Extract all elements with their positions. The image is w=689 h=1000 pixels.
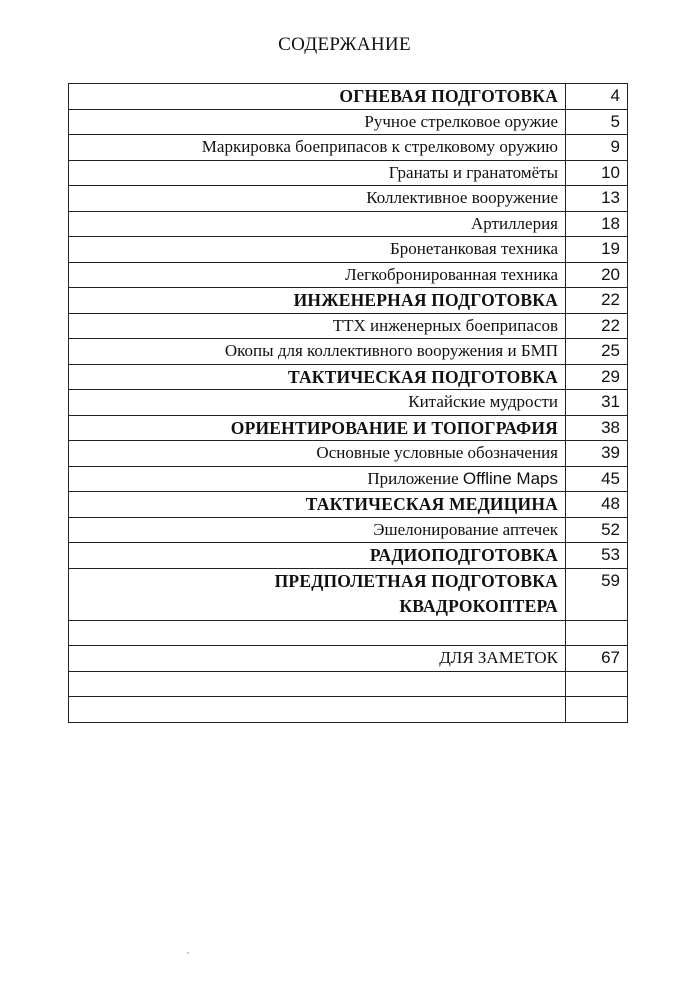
- toc-entry-title: Артиллерия: [69, 211, 566, 237]
- toc-page-number: 20: [566, 262, 628, 288]
- toc-entry-title: Эшелонирование аптечек: [69, 517, 566, 543]
- toc-row: [69, 109, 628, 135]
- toc-entry-title: Бронетанковая техника: [69, 237, 566, 263]
- toc-entry-title: Китайские мудрости: [69, 390, 566, 416]
- toc-row: [69, 262, 628, 288]
- toc-row: [69, 313, 628, 339]
- toc-row: [69, 568, 628, 620]
- toc-entry-title: [69, 697, 566, 723]
- toc-row: [69, 364, 628, 390]
- toc-entry-title: Окопы для коллективного вооружения и БМП: [69, 339, 566, 365]
- toc-row-empty: [69, 620, 628, 646]
- toc-entry-title: [69, 466, 566, 492]
- toc-section-title: ИНЖЕНЕРНАЯ ПОДГОТОВКА: [69, 288, 566, 314]
- toc-entry-title: Основные условные обозначения: [69, 441, 566, 467]
- toc-row: [69, 390, 628, 416]
- toc-section-title-line1: ПРЕДПОЛЕТНАЯ ПОДГОТОВКА: [274, 570, 558, 591]
- toc-section-title: РАДИОПОДГОТОВКА: [69, 543, 566, 569]
- toc-row-empty: [69, 697, 628, 723]
- toc-section-title: [69, 568, 566, 620]
- toc-row: [69, 543, 628, 569]
- toc-row: [69, 135, 628, 161]
- toc-row: [69, 646, 628, 672]
- toc-entry-title-prefix: Приложение: [367, 468, 463, 488]
- toc-page-number: 59: [566, 568, 628, 620]
- toc-page-number: 45: [566, 466, 628, 492]
- toc-section-title: ТАКТИЧЕСКАЯ ПОДГОТОВКА: [69, 364, 566, 390]
- toc-row: [69, 492, 628, 518]
- toc-page-number: 22: [566, 288, 628, 314]
- toc-page-number: 31: [566, 390, 628, 416]
- toc-row: [69, 466, 628, 492]
- toc-page-number: 22: [566, 313, 628, 339]
- page-title: СОДЕРЖАНИЕ: [278, 34, 411, 55]
- toc-row: [69, 517, 628, 543]
- toc-entry-title: Коллективное вооружение: [69, 186, 566, 212]
- toc-entry-title: Гранаты и гранатомёты: [69, 160, 566, 186]
- toc-section-title: ОРИЕНТИРОВАНИЕ И ТОПОГРАФИЯ: [69, 415, 566, 441]
- toc-entry-title: ДЛЯ ЗАМЕТОК: [69, 646, 566, 672]
- toc-page-number: 10: [566, 160, 628, 186]
- toc-row: [69, 186, 628, 212]
- toc-row: [69, 288, 628, 314]
- toc-row: [69, 441, 628, 467]
- toc-entry-title-suffix: Offline Maps: [462, 468, 558, 488]
- table-of-contents: [68, 83, 628, 723]
- toc-row: [69, 160, 628, 186]
- toc-page-number: [566, 620, 628, 646]
- toc-entry-title: [69, 671, 566, 697]
- toc-entry-title: Маркировка боеприпасов к стрелковому оружию: [69, 135, 566, 161]
- toc-page-number: 52: [566, 517, 628, 543]
- toc-entry-title: ТТХ инженерных боеприпасов: [69, 313, 566, 339]
- toc-page-number: 38: [566, 415, 628, 441]
- toc-section-title: ТАКТИЧЕСКАЯ МЕДИЦИНА: [69, 492, 566, 518]
- toc-row: [69, 84, 628, 110]
- toc-page-number: 53: [566, 543, 628, 569]
- toc-section-title: ОГНЕВАЯ ПОДГОТОВКА: [69, 84, 566, 110]
- toc-page-number: 19: [566, 237, 628, 263]
- toc-section-title-line2: КВАДРОКОПТЕРА: [399, 595, 558, 616]
- toc-page-number: 9: [566, 135, 628, 161]
- toc-page-number: 4: [566, 84, 628, 110]
- toc-page-number: [566, 671, 628, 697]
- toc-page-number: 48: [566, 492, 628, 518]
- toc-row: [69, 415, 628, 441]
- toc-entry-title: Легкобронированная техника: [69, 262, 566, 288]
- scan-speck: [187, 952, 189, 954]
- toc-page-number: 29: [566, 364, 628, 390]
- toc-page-number: 5: [566, 109, 628, 135]
- toc-row-empty: [69, 671, 628, 697]
- toc-page-number: [566, 697, 628, 723]
- toc-row: [69, 339, 628, 365]
- toc-page-number: 18: [566, 211, 628, 237]
- toc-page-number: 25: [566, 339, 628, 365]
- toc-entry-title: [69, 620, 566, 646]
- toc-row: [69, 211, 628, 237]
- toc-row: [69, 237, 628, 263]
- toc-page-number: 67: [566, 646, 628, 672]
- toc-entry-title: Ручное стрелковое оружие: [69, 109, 566, 135]
- toc-page-number: 39: [566, 441, 628, 467]
- toc-page-number: 13: [566, 186, 628, 212]
